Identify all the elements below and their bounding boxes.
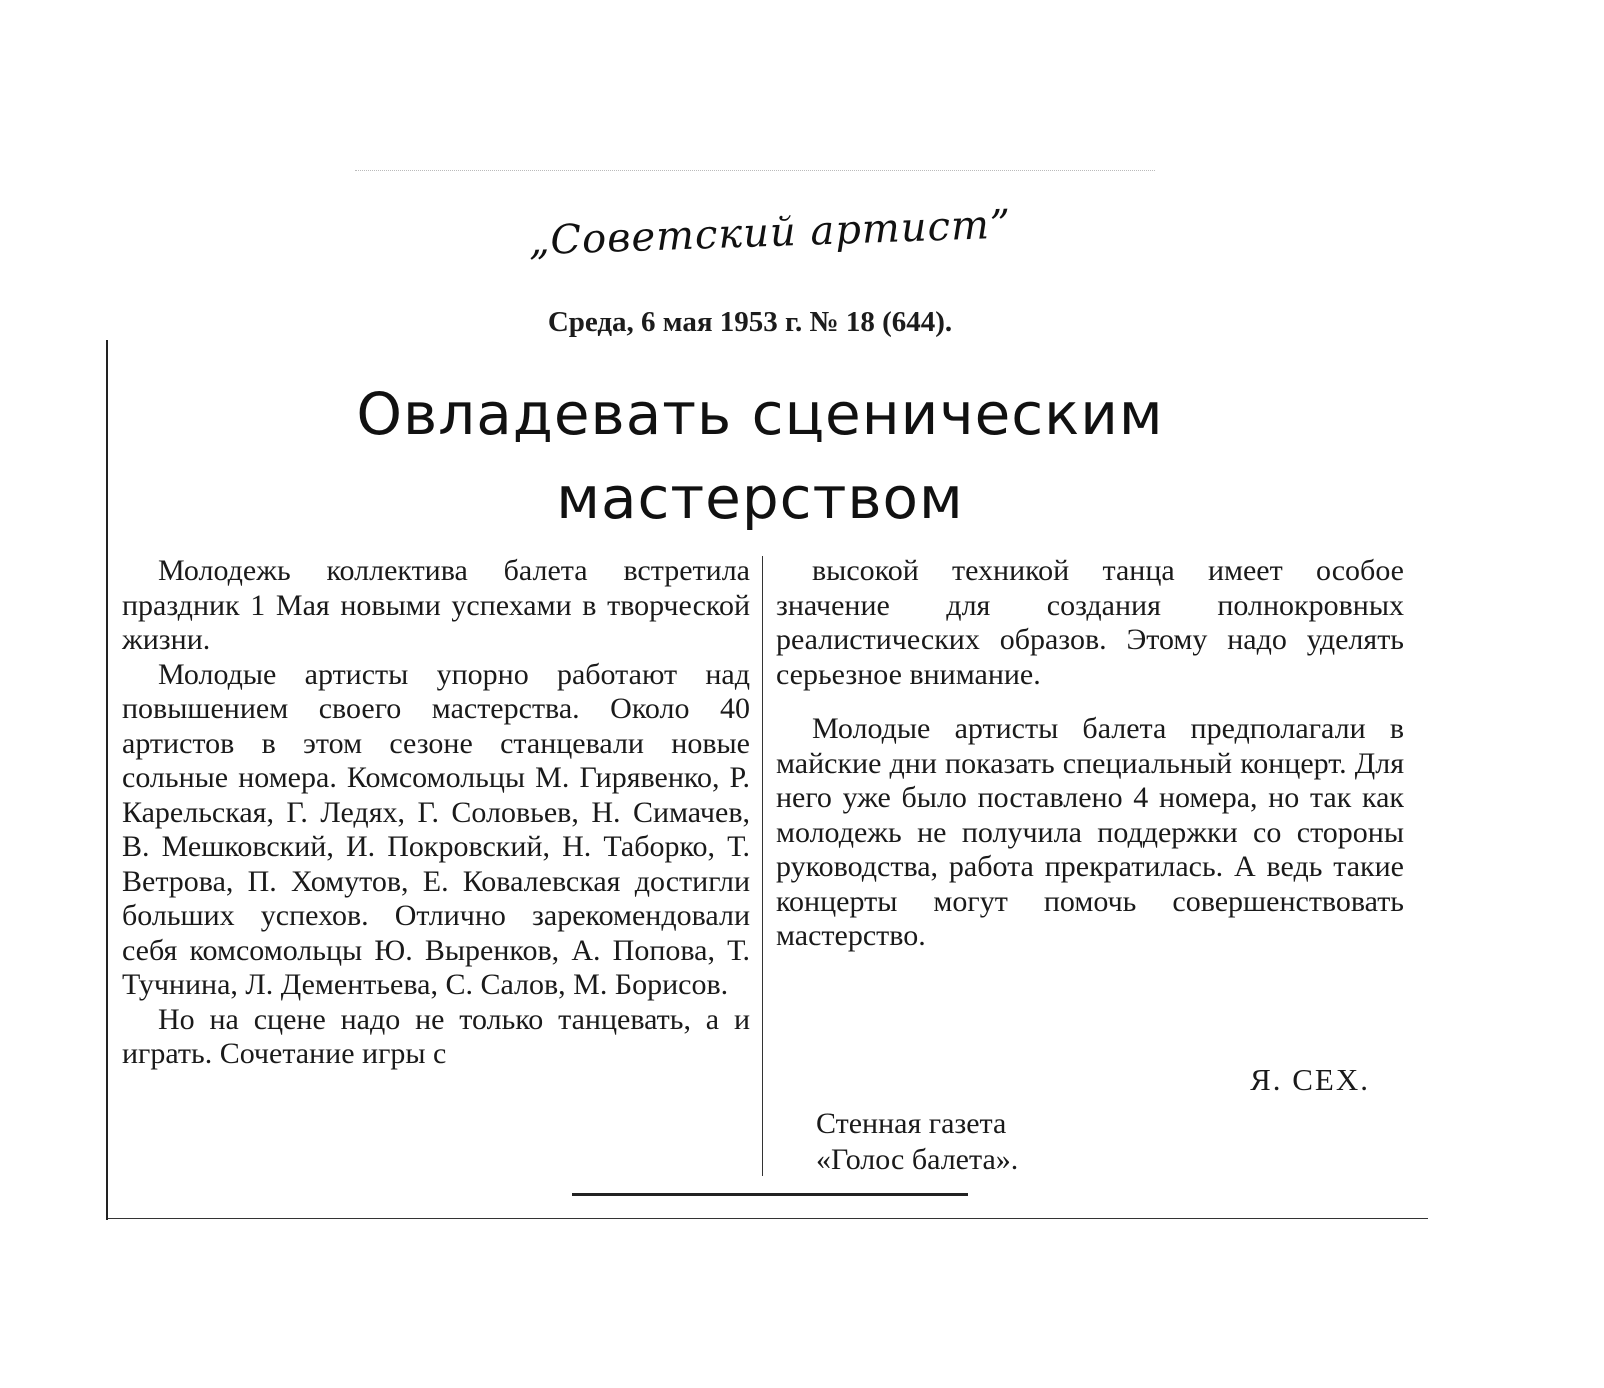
source-credit <box>816 1106 1216 1178</box>
article-right-column <box>776 554 1404 954</box>
right-paragraph-2: Молодые артисты балета предполагали в майские дни показать специальный концерт. Для него уже было поставлено 4 номера, но так как молодежь не получила поддержки со стороны руководства, работа прекратилась. А ведь такие концерты могут помочь совершенствовать мастерство. <box>776 712 1404 952</box>
source-line-2: «Голос балета». <box>816 1143 1019 1176</box>
clipping-left-edge <box>106 340 108 1220</box>
clipping-bottom-edge <box>108 1218 1428 1219</box>
column-divider <box>762 556 763 1176</box>
left-paragraph-1: Молодежь коллектива балета встретила праздник 1 Мая новыми успехами в творческой жизни. <box>122 554 750 656</box>
author-signature: Я. СЕХ. <box>1250 1062 1370 1097</box>
right-paragraph-1: высокой техникой танца имеет особое значение для создания полнокровных реалистических образов. Этому надо уделять серьезное внимание. <box>776 554 1404 691</box>
headline-line-2: мастерством <box>556 464 964 532</box>
article-headline <box>200 372 1320 540</box>
left-paragraph-2: Молодые артисты упорно работают над повышением своего мастерства. Около 40 артистов в этом сезоне станцевали новые сольные номера. Комсомольцы М. Гирявенко, Р. Карельская, Г. Ледях, Г. Соловьев, Н. Симачев, В. Мешковский, И. Покровский, Н. Таборко, Т. Ветрова, П. Хомутов, Е. Ковалевская достигли больших успехов. Отлично зарекомендовали себя комсомольцы Ю. Выренков, А. Попова, Т. Тучнина, Л. Дементьева, С. Салов, М. Борисов. <box>122 657 750 1001</box>
headline-line-1: Овладевать сценическим <box>356 380 1164 448</box>
source-line-1: Стенная газета <box>816 1107 1007 1140</box>
handwritten-newspaper-name: „Советский артист” <box>527 201 1013 265</box>
left-paragraph-3: Но на сцене надо не только танцевать, а и играть. Сочетание игры с <box>122 1002 750 1070</box>
article-left-column <box>122 554 750 1072</box>
clipping-top-edge <box>355 170 1155 171</box>
issue-dateline: Среда, 6 мая 1953 г. № 18 (644). <box>547 306 953 338</box>
article-end-rule <box>572 1193 968 1196</box>
